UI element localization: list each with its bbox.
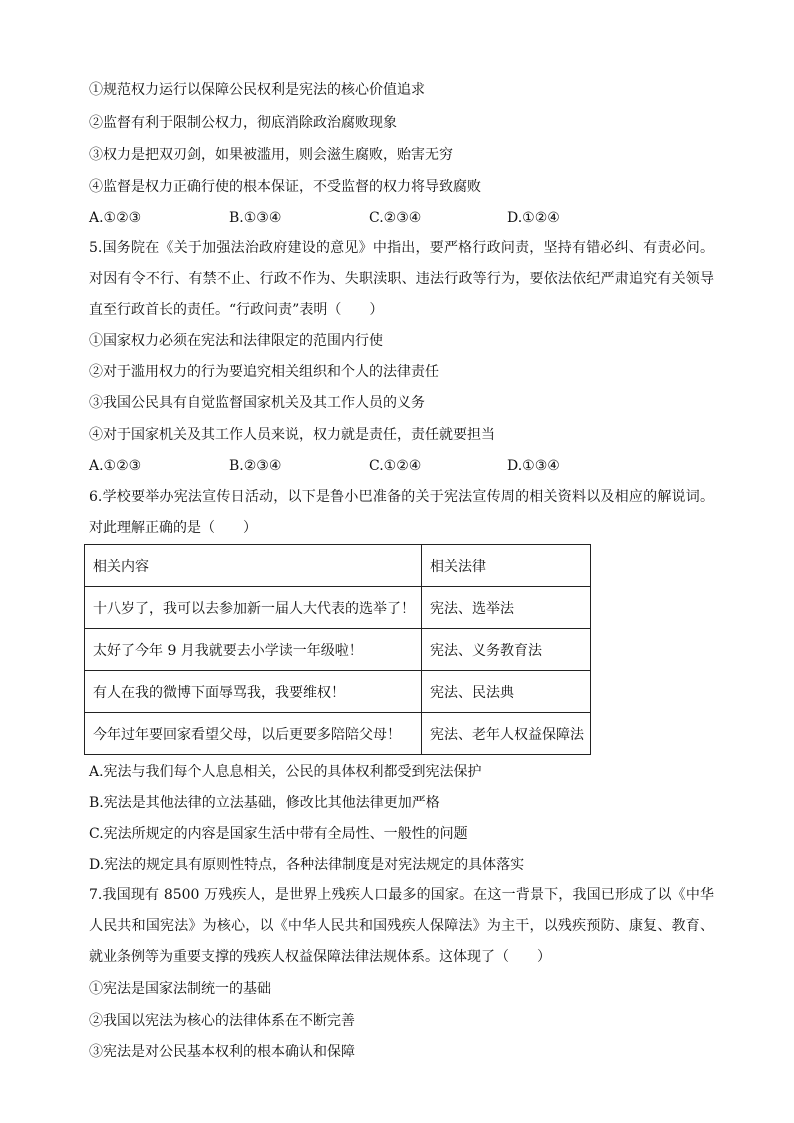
q5-statement-3: ③我国公民具有自觉监督国家机关及其工作人员的义务 (89, 395, 425, 411)
q7-statement-2: ②我国以宪法为核心的法律体系在不断完善 (89, 1013, 355, 1029)
q5-option-b[interactable]: B.②③④ (229, 458, 282, 474)
table-cell-content: 十八岁了，我可以去参加新一届人大代表的选举了！ (85, 587, 422, 629)
q4-statement-3: ③权力是把双刃剑，如果被滥用，则会滋生腐败，贻害无穷 (89, 147, 453, 163)
table-header-law: 相关法律 (422, 545, 591, 587)
q5-option-c[interactable]: C.①②④ (369, 458, 422, 474)
q7-stem: 7.我国现有 8500 万残疾人，是世界上残疾人口最多的国家。在这一背景下，我国已形成了以《中华人民共和国宪法》为核心，以《中华人民共和国残疾人保障法》为主干，以残疾预防、康复、教育、就业条例等为重要支撑的残疾人权益保障法律法规体系。这体现了（ ） (89, 887, 714, 965)
q4-statement-1: ①规范权力运行以保障公民权利是宪法的核心价值追求 (89, 82, 425, 98)
q5-statement-1: ①国家权力必须在宪法和法律限定的范围内行使 (89, 333, 383, 349)
table-header-content: 相关内容 (85, 545, 422, 587)
table-row (85, 671, 591, 713)
table-cell-law: 宪法、选举法 (422, 587, 591, 629)
q6-option-b[interactable]: B.宪法是其他法律的立法基础，修改比其他法律更加严格 (89, 795, 440, 811)
table-cell-law: 宪法、民法典 (422, 671, 591, 713)
q4-option-b[interactable]: B.①③④ (229, 210, 282, 226)
table-cell-law: 宪法、义务教育法 (422, 629, 591, 671)
q4-option-c[interactable]: C.②③④ (369, 210, 422, 226)
q5-stem: 5.国务院在《关于加强法治政府建设的意见》中指出，要严格行政问责，坚持有错必纠、有责必问。对因有令不行、有禁不止、行政不作为、失职渎职、违法行政等行为，要依法依纪严肃追究有关领导直至行政首长的责任。“行政问责”表明（ ） (89, 240, 714, 318)
q5-options (89, 456, 649, 476)
q5-option-d[interactable]: D.①③④ (507, 458, 560, 474)
q6-table (84, 544, 591, 755)
table-cell-content: 有人在我的微博下面辱骂我，我要维权！ (85, 671, 422, 713)
q4-option-a[interactable]: A.①②③ (89, 210, 142, 226)
q5-statement-4: ④对于国家机关及其工作人员来说，权力就是责任，责任就要担当 (89, 427, 495, 443)
q6-stem: 6.学校要举办宪法宣传日活动，以下是鲁小巴准备的关于宪法宣传周的相关资料以及相应的解说词。对此理解正确的是（ ） (89, 489, 714, 536)
table-header-row (85, 545, 591, 587)
table-cell-content: 今年过年要回家看望父母，以后更要多陪陪父母！ (85, 713, 422, 755)
table-row (85, 587, 591, 629)
q5-option-a[interactable]: A.①②③ (89, 458, 142, 474)
q6-option-a[interactable]: A.宪法与我们每个人息息相关，公民的具体权利都受到宪法保护 (89, 764, 482, 780)
q4-statement-2: ②监督有利于限制公权力，彻底消除政治腐败现象 (89, 115, 397, 131)
q4-statement-4: ④监督是权力正确行使的根本保证，不受监督的权力将导致腐败 (89, 179, 481, 195)
q7-statement-1: ①宪法是国家法制统一的基础 (89, 981, 271, 997)
q6-option-c[interactable]: C.宪法所规定的内容是国家生活中带有全局性、一般性的问题 (89, 826, 468, 842)
table-row (85, 713, 591, 755)
q5-statement-2: ②对于滥用权力的行为要追究相关组织和个人的法律责任 (89, 364, 439, 380)
table-cell-law: 宪法、老年人权益保障法 (422, 713, 591, 755)
table-row (85, 629, 591, 671)
q7-statement-3: ③宪法是对公民基本权利的根本确认和保障 (89, 1044, 355, 1060)
q4-options (89, 208, 649, 228)
q6-option-d[interactable]: D.宪法的规定具有原则性特点，各种法律制度是对宪法规定的具体落实 (89, 857, 525, 873)
q4-option-d[interactable]: D.①②④ (507, 210, 560, 226)
table-cell-content: 太好了今年 9 月我就要去小学读一年级啦！ (85, 629, 422, 671)
